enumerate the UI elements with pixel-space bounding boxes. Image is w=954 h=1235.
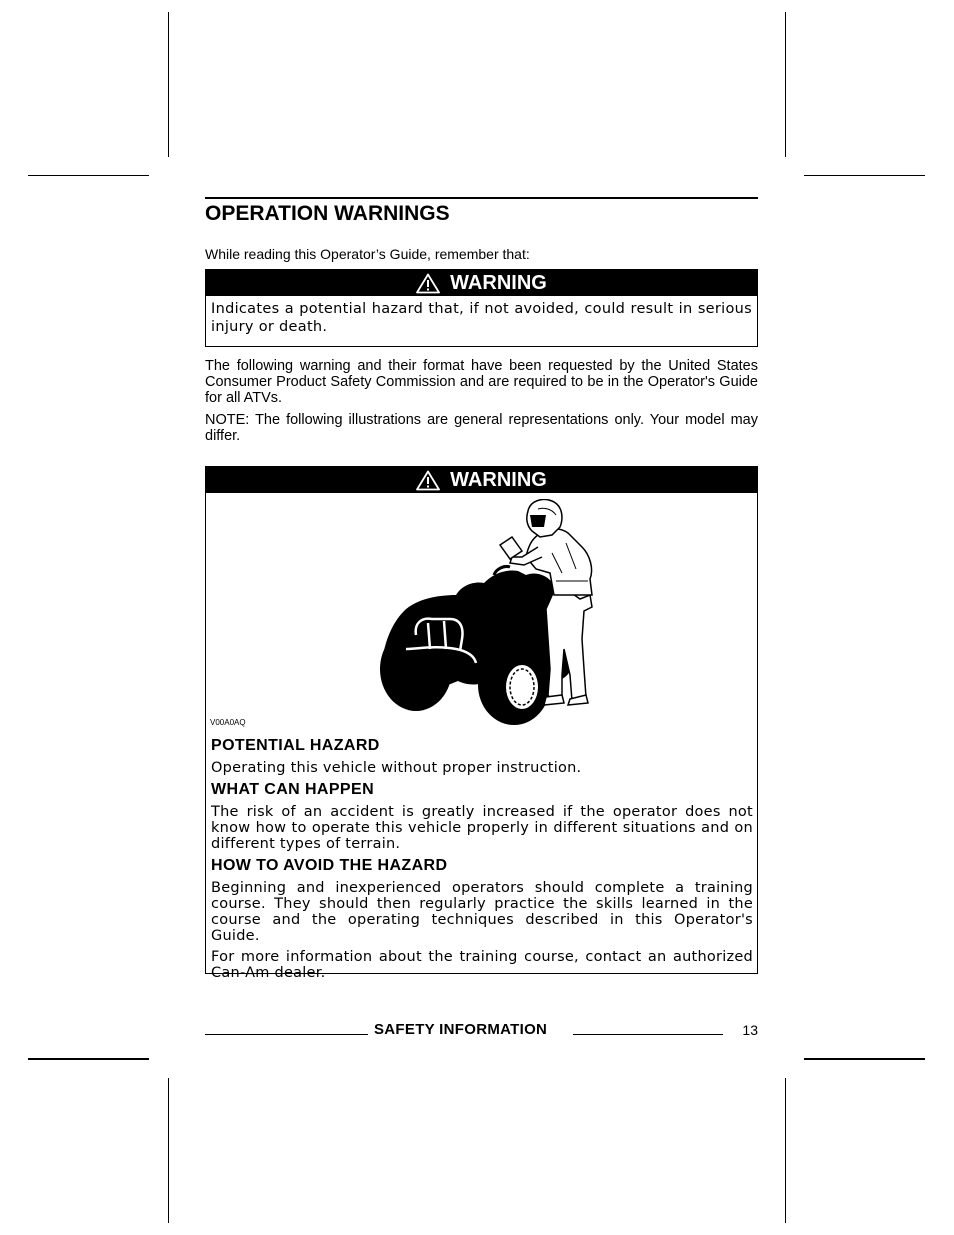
note-label: NOTE: [205, 412, 250, 428]
footer-rule-right [573, 1034, 723, 1035]
illustration-area [206, 493, 757, 731]
crop-mark [785, 12, 786, 157]
how-to-avoid-text: Beginning and inexperienced operators should complete a training course. They should then regularly practice the skills learned in the course and the operating techniques described in this Operator's Guide. [211, 880, 753, 944]
crop-mark [804, 1058, 925, 1060]
how-to-avoid-text-more: For more information about the training course, contact an authorized Can-Am dealer. [211, 949, 753, 981]
how-to-avoid-section [206, 857, 757, 981]
warning-header [206, 270, 757, 296]
what-can-happen-text: The risk of an accident is greatly increased if the operator does not know how to operate this vehicle properly in different situations and on different types of terrain. [211, 804, 753, 852]
what-can-happen-section [206, 781, 757, 852]
warning-label: WARNING [450, 271, 547, 294]
potential-hazard-section [206, 737, 757, 776]
warning-box-definition [205, 269, 758, 347]
note-text: The following illustrations are general representations only. Your model may differ. [205, 412, 758, 444]
potential-hazard-text: Operating this vehicle without proper instruction. [211, 760, 582, 776]
crop-mark [168, 12, 169, 157]
how-to-avoid-heading: HOW TO AVOID THE HAZARD [211, 857, 448, 874]
page-content [205, 197, 758, 981]
what-can-happen-heading: WHAT CAN HAPPEN [211, 781, 375, 798]
title-rule [205, 197, 758, 199]
warning-triangle-icon [416, 273, 440, 294]
warning-triangle-icon [416, 470, 440, 491]
atv-operator-illustration [376, 499, 616, 727]
page-title: OPERATION WARNINGS [205, 202, 450, 225]
crop-mark [28, 1058, 149, 1060]
crop-mark [168, 1078, 169, 1223]
potential-hazard-heading: POTENTIAL HAZARD [211, 737, 380, 754]
note-paragraph [205, 412, 758, 444]
intro-text: While reading this Operator’s Guide, remember that: [205, 246, 530, 262]
warning-header [206, 467, 757, 493]
footer-rule-left [205, 1034, 368, 1035]
warning-label: WARNING [450, 468, 547, 491]
crop-mark [785, 1078, 786, 1223]
page-number: 13 [742, 1022, 758, 1038]
warning-definition-text: Indicates a potential hazard that, if not avoided, could result in serious injury or death. [211, 301, 752, 335]
cpsc-paragraph: The following warning and their format have been requested by the United States Consumer Product Safety Commission and are required to be in the Operator's Guide for all ATVs. [205, 358, 758, 406]
page-footer [205, 1020, 758, 1040]
illustration-code: V00A0AQ [210, 718, 246, 727]
footer-section-title: SAFETY INFORMATION [374, 1021, 548, 1038]
crop-mark [28, 175, 149, 176]
crop-mark [804, 175, 925, 176]
warning-box-operation [205, 466, 758, 981]
